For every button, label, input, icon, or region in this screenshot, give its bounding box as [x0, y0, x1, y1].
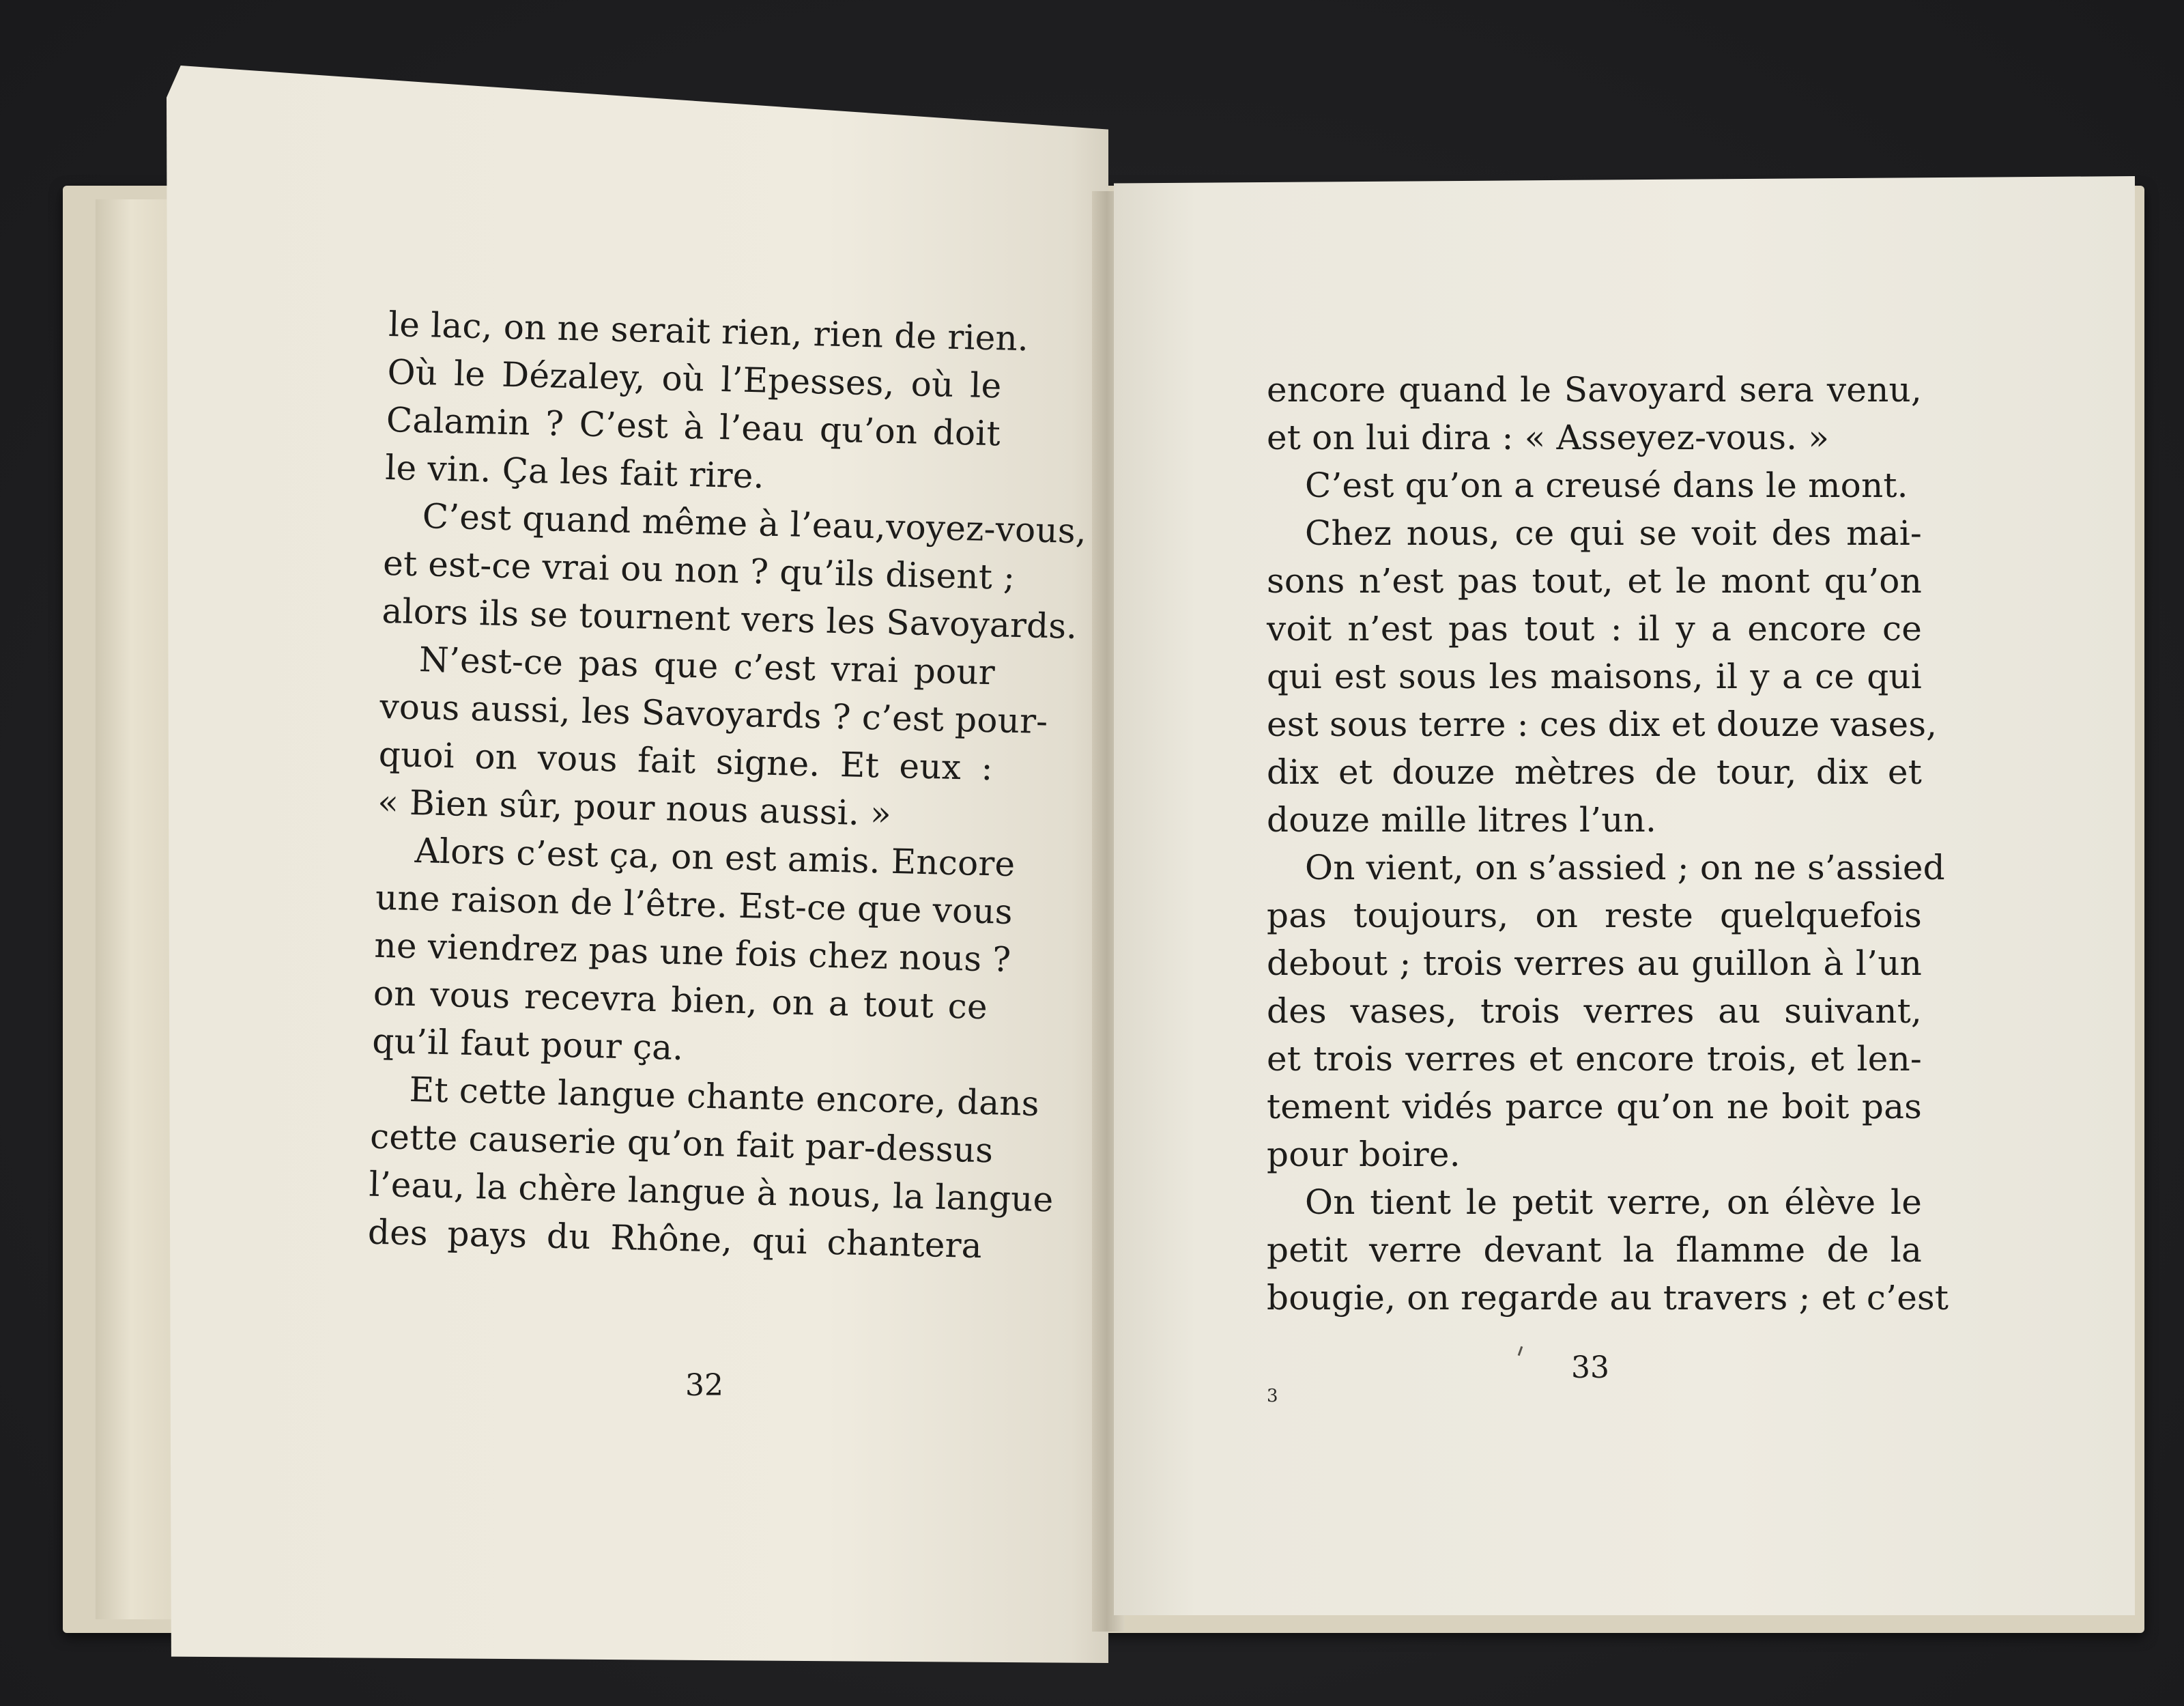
text-line: et est-ce vrai ou non ? qu’ils disent ; — [382, 543, 1016, 597]
text-line: bougie, on regarde au travers ; et c’est — [1267, 1278, 1949, 1318]
text-line: C’est qu’on a creusé dans le mont. — [1305, 466, 1908, 505]
text-line: vous aussi, les Savoyards ? c’est pour- — [379, 686, 1048, 742]
text-line: douze mille litres l’un. — [1267, 800, 1657, 840]
text-line: tement vidés parce qu’on ne boit pas — [1267, 1087, 1922, 1126]
text-line: N’est-ce pas que c’est vrai pour — [418, 640, 996, 693]
text-line: Alors c’est ça, on est amis. Encore — [414, 831, 1016, 885]
text-line: Calamin ? C’est à l’eau qu’on doit — [386, 399, 1001, 454]
text-line: et trois verres et encore trois, et len- — [1267, 1039, 1922, 1079]
text-line: Où le Dézaley, où l’Epesses, où le — [386, 352, 1003, 406]
text-line: et on lui dira : « Asseyez-vous. » — [1267, 418, 1830, 457]
text-line: des vases, trois verres au suivant, — [1267, 991, 1922, 1031]
text-line: On vient, on s’assied ; on ne s’assied — [1305, 848, 1945, 887]
text-line: sons n’est pas tout, et le mont qu’on — [1267, 561, 1922, 601]
text-line: le vin. Ça les fait rire. — [384, 447, 765, 496]
text-line: alors ils se tournent vers les Savoyards. — [382, 591, 1078, 646]
text-line: debout ; trois verres au guillon à l’un — [1267, 943, 1922, 983]
text-line: une raison de l’être. Est-ce que vous — [375, 877, 1014, 932]
text-line: On tient le petit verre, on élève le — [1305, 1182, 1922, 1222]
text-line: est sous terre : ces dix et douze vases, — [1267, 705, 1938, 744]
text-line: le lac, on ne serait rien, rien de rien. — [388, 304, 1029, 359]
text-line: quoi on vous fait signe. Et eux : — [378, 734, 994, 788]
text-line: qu’il faut pour ça. — [371, 1021, 685, 1068]
text-line: on vous recevra bien, on a tout ce — [373, 973, 988, 1027]
right-page-text — [1267, 366, 1949, 1322]
left-page-number: 32 — [685, 1368, 723, 1403]
text-line: cette causerie qu’on fait par-dessus — [369, 1116, 994, 1171]
right-page-number: 33 — [1571, 1350, 1609, 1385]
left-page-text — [367, 300, 1087, 1270]
signature-mark: 3 — [1267, 1386, 1278, 1406]
text-line: des pays du Rhône, qui chantera — [367, 1212, 983, 1266]
text-line: l’eau, la chère langue à nous, la langue — [368, 1164, 1054, 1220]
text-line: Chez nous, ce qui se voit des mai- — [1305, 513, 1922, 553]
text-line: « Bien sûr, pour nous aussi. » — [377, 782, 892, 834]
text-line: pour boire. — [1267, 1135, 1461, 1174]
text-line: Et cette langue chante encore, dans — [409, 1069, 1040, 1124]
text-line: qui est sous les maisons, il y a ce qui — [1267, 657, 1922, 696]
text-line: ne viendrez pas une fois chez nous ? — [373, 925, 1011, 980]
text-line: dix et douze mètres de tour, dix et — [1267, 752, 1922, 792]
text-line: voit n’est pas tout : il y a encore ce — [1267, 609, 1922, 649]
text-line: pas toujours, on reste quelquefois — [1267, 896, 1922, 935]
text-line: petit verre devant la flamme de la — [1267, 1230, 1922, 1270]
text-line: encore quand le Savoyard sera venu, — [1267, 370, 1922, 410]
text-line: C’est quand même à l’eau,voyez-vous, — [422, 496, 1087, 552]
